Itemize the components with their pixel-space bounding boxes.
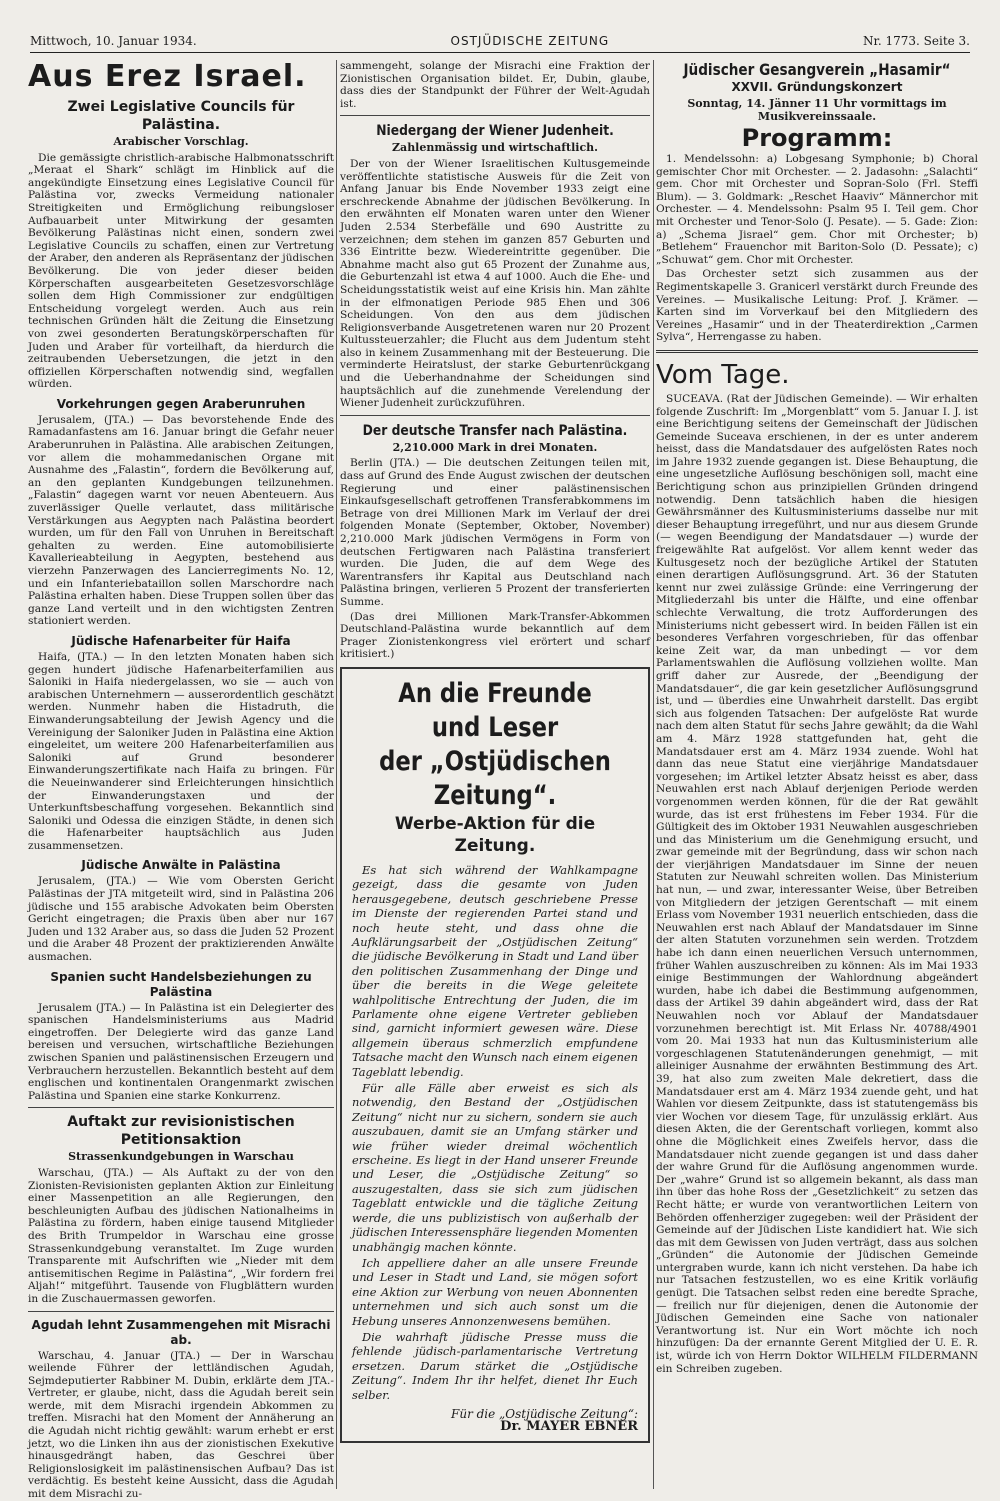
column-2 <box>340 60 650 1489</box>
article-headline: Der deutsche Transfer nach Palästina. <box>362 422 628 439</box>
column-3 <box>656 60 978 1489</box>
appeal-signature-line: Für die „Ostjüdische Zeitung“: <box>451 1406 638 1421</box>
appeal-paragraph: Für alle Fälle aber erweist es sich als notwendig, den Bestand der „Ostjüdischen Zeitung“ nicht nur zu sichern, sondern sie auch auszubauen, damit sie an Umfang stärker und wie früher wieder dreimal wöchentlich erscheine. Es liegt in der Hand unserer Freunde und Leser, die „Ostjüdische Zeitung“ so auszugestalten, dass sie sich zum jüdischen Tageblatt entwickle und die tägliche Zeitung werde, die uns publizistisch von außerhalb der jüdischen Interessensphäre liegenden Momenten unabhängig machen könnte. <box>352 1081 638 1254</box>
appeal-paragraph: Die wahrhaft jüdische Presse muss die fehlende jüdisch-parlamentarische Vertretung ersetzen. Darum stärket die „Ostjüdische Zeitung“. Indem Ihr ihr helfet, dienet Ihr Euch selber. <box>352 1329 638 1402</box>
article-body: Jerusalem (JTA.) — In Palästina ist ein Delegierter des spanischen Handelsministeriums aus Madrid eingetroffen. Der Delegierte wird das ganze Land bereisen und versuchen, wirtschaftliche Beziehungen zwischen Spanien und palästinensischen Erzeugern und Verbrauchern herzustellen. Bekanntlich besteht auf dem englischen und kontinentalen Orangenmarkt zwischen Palästina und Spanien eine starke Konkurrenz. <box>28 1001 334 1102</box>
concert-program-title: Programm: <box>741 124 893 152</box>
article-body: Jerusalem, (JTA.) — Wie vom Obersten Gericht Palästinas der JTA mitgeteilt wird, sind in Palästina 206 jüdische und 155 arabische Advokaten beim Obersten Gericht eingetragen; die Praxis üben aber nur 167 Juden und 132 Araber aus, so dass die Juden 52 Prozent und die Araber 48 Prozent der praktizierenden Anwälte ausmachen. <box>28 875 334 964</box>
article-note: (Das drei Millionen Mark-Transfer-Abkommen Deutschland-Palästina wurde bekanntlich auf dem Prager Zionistenkongress viel erörtert und scharf kritisiert.) <box>340 610 650 661</box>
article-body: SUCEAVA. (Rat der Jüdischen Gemeinde). — Wir erhalten folgende Zuschrift: Im „Morgenblatt“ vom 5. Januar I. J. ist eine Berichtigung seitens der Gemeinschaft der Jüdischen Gemeinde Suceava erschienen, in der es unter anderem heisst, dass die Mandatsdauer des aufgelösten Rates noch im Jahre 1932 zuende gegangen ist. Diese Behauptung, die eine ungesetzliche Auflösung beschönigen soll, macht eine Berichtigung schon aus prinzipiellen Gründen dringend notwendig. Denn tatsächlich haben die hiesigen Gewährsmänner des Kultusministeriums dasselbe nur mit dieser Behauptung irregeführt, und nur aus diesem Grunde (— wegen Beendigung der Mandatsdauer —) wurde der freigewählte Rat aufgelöst. Vor allem kennt weder das Kultusgesetz noch der bezügliche Artikel der Statuten einen derartigen Auflösungsgrund. Art. 36 der Statuten kennt nur zwei zulässige Gründe: eine Verringerung der Mitgliederzahl bis unter die Hälfte, und eine offenbar schlechte Verwaltung, die trotz Aufforderungen des Ministeriums nicht gebessert wird. In beiden Fällen ist ein besonderes Verfahren vorgeschrieben, für das offenbar keine Zeit war, da man unbedingt — vor dem Parlamentswahlen die Auflösung vollziehen wollte. Man griff daher zur Ausrede, der „Beendigung der Mandatsdauer“, die gar kein gesetzlicher Auflösungsgrund ist, und — überdies eine Unwahrheit darstellt. Das ergibt sich aus folgenden Tatsachen: Der aufgelöste Rat wurde nach dem alten Statut für sechs Jahre gewählt; da die Wahl am 4. März 1928 stattgefunden hat, geht die Mandatsdauer erst am 4. März 1934 zuende. Wohl hat dann das neue Statut eine vierjährige Mandatsdauer vorgesehen; im Artikel letzter Absatz heisst es aber, dass Neuwahlen erst nach Ablauf derjenigen Periode werden vorgenommen werden können, für die der Rat gewählt wurde, das ist erst frühestens im Feber 1934. Für die Gültigkeit des im Oktober 1931 Neuwahlen ausgeschrieben und das Ministerium um die Genehmigung ersucht, und zwar gemeinde mit der Begründung, dass wir schon nach der vierjährigen Mandatsdauer im Sinne der neuen Statuten zur Neuwahl schreiten wollen. Das Ministerium hat nun, — und zwar, interessanter Weise, über Betreiben von Mitgliedern der jetzigen Gerentschaft — mit einem Erlass vom November 1931 neuerlich entschieden, dass die Neuwahlen erst nach Ablauf der Mandatsdauer im Sinne der alten Statuten vorzunehmen sein werden. Trotzdem habe ich dann einen neuerlichen Versuch unternommen, früher Wahlen auszuschreiben zu können: Als im Mai 1933 einige Bestimmungen der Wahlordnung abgeändert wurden, habe ich dabei die Bestimmung aufgenommen, dass der Artikel 39 dahin abgeändert wird, dass der Rat Neuwahlen noch vor Ablauf der Mandatsdauer vorzunehmen berechtigt ist. Mit Erlass Nr. 40788/4901 vom 20. Mai 1933 hat nun das Kultusministerium alle vorgeschlagenen Statutenänderungen genehmigt, — mit alleiniger Ausnahme der erwähnten Bestimmung des Art. 39, hat also zum zweiten Male dekretiert, dass die Mandatsdauer erst am 4. März 1934 zuende geht, und hat Wahlen vor diesem Zeitpunkte, dass ist statutengemäss bis vier Wochen vor diesem Tage, für unzulässig erklärt. Aus diesen Akten, die der Gerentschaft vorliegen, kommt also ohne die Möglichkeit eines Zweifels hervor, dass die Mandatsdauer nicht zuende gegangen ist und dass daher der wahre Grund für die Auflösung angenommen wurde. Der „wahre“ Grund ist so allgemein bekannt, als dass man ihn über das hohe Ross der „Gesetzlichkeit“ zu setzen das Recht hätte; er wurde von verantwortlichen Leitern von Behörden offenherziger zugegeben: weil der Präsident der Gemeinde auf der Jüdischen Liste kandidiert hat. Wie sich das mit dem Gewissen von Juden verträgt, dass aus solchen „Gründen“ die Autonomie der Jüdischen Gemeinde untergraben wurde, kann ich nicht verstehen. Da habe ich nur Tatsachen festzustellen, wo es eine Kritik vorläufig genügt. Die Tatsachen selbst reden eine beredte Sprache, — freilich nur für diejenigen, denen die Autonomie der Jüdischen Gemeinden eine Sache von nationaler Verantwortung ist. Nur ein Wort möchte ich noch hinzufügen: Da der ernannte Gerent Mitglied der U. E. R. ist, würde ich von Herrn Doktor WILHELM FILDERMANN ein Schreiben zugeben. <box>656 392 979 1375</box>
subscription-appeal-box <box>340 667 650 1443</box>
appeal-subheadline: Werbe-Aktion für die Zeitung. <box>394 813 596 856</box>
article-deck: Zahlenmässig und wirtschaftlich. <box>392 141 598 155</box>
masthead-date: Mittwoch, 10. Januar 1934. <box>30 34 197 48</box>
concert-headline: Jüdischer Gesangverein „Hasamir“ <box>683 60 951 79</box>
article-headline: Zwei Legislative Councils für Palästina. <box>67 99 295 133</box>
article-body: Die gemässigte christlich-arabische Halbmonatsschrift „Meraat el Shark“ schlägt im Hinblick auf die angekündigte Einsetzung eines Legislative Council für Palästina vor, zwecks Vermeidung nationaler Streitigkeiten und Ermöglichung reibungsloser Aufbauarbeit unter Mitwirkung der gesamten Bevölkerung Palästinas nicht einen, sondern zwei Legislative Councils zu schaffen, einen zur Vertretung der Araber, den anderen als Repräsentanz der jüdischen Bevölkerung. Die von jeder dieser beiden Körperschaften ausgearbeiteten Gesetzesvorschläge sollen dem High Commissioner zur endgültigen Entscheidung vorgelegt werden. Auch aus rein technischen Gründen hält die Zeitung die Einsetzung von zwei gesonderten Beratungskörperschaften für Juden und Araber für vorteilhaft, da hierdurch die zeitraubenden Uebersetzungen, die jetzt in den offiziellen Körperschaften notwendig sind, wegfallen würden. <box>28 151 334 391</box>
concert-subheadline: XXVII. Gründungskonzert <box>731 80 903 94</box>
article-deck: Strassenkundgebungen in Warschau <box>68 1150 294 1164</box>
concert-info: Das Orchester setzt sich zusammen aus der Regimentskapelle 3. Granicerl verstärkt durch Freunde des Vereines. — Musikalische Leitung: Prof. J. Krämer. — Karten sind im Vorverkauf bei den Mitgliedern des Vereines „Hasamir“ und in der Theaterdirektion „Carmen Sylva“, Herrengasse zu haben. <box>656 268 978 344</box>
divider <box>340 115 650 116</box>
column-1 <box>28 59 334 1501</box>
divider <box>656 350 978 353</box>
article-body: Jerusalem, (JTA.) — Das bevorstehende Ende des Ramadanfastens am 16. Januar bringt die Gefahr neuer Araberunruhen in Palästina. Alle arabischen Zeitungen, vor allem die mohammedanischen Organe mit Ausnahme des „Falastin“, fordern die Bevölkerung auf, an den geplanten Kundgebungen teilzunehmen. „Falastin“ dagegen warnt vor neuen Abenteuern. Aus zuverlässiger Quelle verlautet, dass militärische Verstärkungen aus Aegypten nach Palästina beordert wurden, um für den Fall von Unruhen in Bereitschaft gehalten zu werden. Eine automobilisierte Kavallerieabteilung in Aegypten, bestehend aus vierzehn Panzerwagen des Lancierregiments No. 12, und ein Infanteriebataillon sollen Marschordre nach Palästina erhalten haben. Diese Truppen sollen über das ganze Land verteilt und in den wichtigsten Zentren stationiert werden. <box>28 413 334 628</box>
appeal-paragraph: Es hat sich während der Wahlkampagne gezeigt, dass die gesamte von Juden herausgegebene, deutsch geschriebene Presse im Dienste der regierenden Partei stand und noch heute steht, und dass ohne die Aufklärungsarbeit der „Ostjüdischen Zeitung“ die jüdische Bevölkerung in Stadt und Land über den politischen Zusammenhang der Dinge und über die bereits in die Wege geleitete wahlpolitische Entrechtung der Juden, die im Parlamente ohne eigene Vertreter geblieben sind, garnicht informiert gewesen wäre. Diese allgemein überaus schmerzlich empfundene Tatsache macht den Wunsch nach einem eigenen Tageblatt lebendig. <box>352 862 638 1079</box>
article-body: Der von der Wiener Israelitischen Kultusgemeinde veröffentlichte statistische Ausweis für die Zeit von Anfang Januar bis Ende November 1933 zeigt eine erschreckende Abnahme der jüdischen Bevölkerung. In den erwähnten elf Monaten waren unter den Wiener Juden 2.534 Sterbefälle und 690 Austritte zu verzeichnen; dem stehen im ganzen 857 Geburten und 336 Eintritte bezw. Wiedereintritte gegenüber. Die Abnahme macht also gut 65 Prozent der Zunahme aus, die Geburtenzahl ist etwa 4 auf 1000. Auch die Ehe- und Scheidungsstatistik weist auf eine Krisis hin. Man zählte in der elfmonatigen Periode 985 Ehen und 306 Scheidungen. Von den aus dem jüdischen Religionsverbande Ausgetretenen waren nur 20 Prozent Kultussteuerzahler; die Flucht aus dem Judentum steht also in keinem Zusammenhang mit der Besteuerung. Die verminderte Heiratslust, der starke Geburtenrückgang und die Ueberhandnahme der Scheidungen sind hauptsächlich auf die zunehmende Verelendung der Wiener Judenheit zurückzuführen. <box>340 157 650 410</box>
article-deck: 2,210.000 Mark in drei Monaten. <box>392 440 598 454</box>
section-title: Vom Tage. <box>656 359 790 390</box>
article-body: Haifa, (JTA.) — In den letzten Monaten haben sich gegen hundert jüdische Hafenarbeiterfamilien aus Saloniki in Haifa niedergelassen, wo sie — auch von arabischen Unternehmern — ausserordentlich geschätzt werden. Nunmehr haben die Histadruth, die Einwanderungsabteilung der Jewish Agency und die Vereinigung der Saloniker Juden in Palästina eine Aktion eingeleitet, um weitere 200 Hafenarbeiterfamilien aus Saloniki auf Grund besonderer Einwanderungszertifikate nach Haifa zu bringen. Für die Neueinwanderer sind Erleichterungen hinsichtlich der Einwanderungstaxen und der Unterkunftsbeschaffung vorgesehen. Bekanntlich sind Saloniki und Odessa die einzigen Städte, in denen sich die Hafenarbeiter hauptsächlich aus Juden zusammensetzen. <box>28 650 334 852</box>
divider <box>28 1311 334 1312</box>
article-deck: Arabischer Vorschlag. <box>113 135 249 148</box>
article-continuation: sammengeht, solange der Misrachi eine Fraktion der Zionistischen Organisation bildet. Er, Dubin, glaube, dass dies der Standpunkt der Führer der Welt-Agudah ist. <box>340 60 650 110</box>
article-body: Berlin (JTA.) — Die deutschen Zeitungen teilen mit, dass auf Grund des Ende August zwischen der deutschen Regierung und einer palästinensischen Einkaufsgesellschaft getroffenen Transferabkommens im Betrage von drei Millionen Mark im Verlauf der drei folgenden Monate (September, Oktober, November) 2,210.000 Mark jüdischen Vermögens in Form von deutschen Fertigwaren nach Palästina transferiert wurden. Die Juden, die auf dem Wege des Warentransfers ihr Kapital aus Deutschland nach Palästina bringen, verlieren 5 Prozent der transferierten Summe. <box>340 457 650 608</box>
article-headline: Auftakt zur revisionistischen Petitionsaktion <box>67 1114 295 1149</box>
concert-program: 1. Mendelssohn: a) Lobgesang Symphonie; b) Choral gemischter Chor mit Orchester. — 2. Jadasohn: „Salachti“ gem. Chor mit Orchester und Sopran-Solo (Frl. Steffi Blum). — 3. Goldmark: „Reschet Haaviv“ Männerchor mit Orchester. — 4. Mendelssohn: Psalm 95 I. Teil gem. Chor mit Orchester und Tenor-Solo (J. Pesate). — 5. Gade: Zion: a) „Schema Jisrael“ gem. Chor mit Orchester; b) „Betlehem“ Frauenchor mit Bariton-Solo (D. Pessate); c) „Schuwat“ gem. Chor mit Orchester. <box>656 153 978 266</box>
divider <box>28 1107 334 1108</box>
column-rule-1 <box>336 60 337 1489</box>
masthead-paper: OSTJÜDISCHE ZEITUNG <box>450 34 610 48</box>
article-body: Warschau, 4. Januar (JTA.) — Der in Warschau weilende Führer der lettländischen Agudah, Sejmdeputierter Rabbiner M. Dubin, erklärte dem JTA.-Vertreter, er glaube, nicht, dass die Agudah bereit sein werde, mit dem Misrachi irgendein Abkommen zu treffen. Misrachi hat den Moment der Annäherung an die Agudah nicht richtig gewählt: warum erhebt er erst jetzt, wo die Linken ihn aus der zionistischen Exekutive hinausgedrängt haben, das Geschrei über Religionslosigkeit im palästinensischen Aufbau? Das ist verdächtig. Es besteht keine Aussicht, dass die Agudah mit dem Misrachi zu- <box>28 1349 334 1501</box>
divider <box>340 415 650 416</box>
column-rule-2 <box>653 60 654 1489</box>
appeal-paragraph: Ich appelliere daher an alle unsere Freunde und Leser in Stadt und Land, sie mögen sofort eine Aktion zur Werbung von neuen Abonnenten unternehmen und sich auch sonst um die Hebung unseres Annonzenwesens bemühen. <box>352 1255 638 1328</box>
section-title: Aus Erez Israel. <box>28 59 307 94</box>
article-headline: Niedergang der Wiener Judenheit. <box>376 123 614 140</box>
concert-date: Sonntag, 14. Jänner 11 Uhr vormittags im Musikvereinssaale. <box>687 97 947 123</box>
masthead <box>30 30 970 53</box>
article-body: Warschau, (JTA.) — Als Auftakt zu der von den Zionisten-Revisionisten geplanten Aktion zur Einleitung einer Massenpetition an alle Regierungen, den beschleunigten Aufbau des jüdischen Nationalheims in Palästina zu fördern, haben einige tausend Mitglieder des Brith Trumpeldor in Warschau eine grosse Strassenkundgebung veranstaltet. Im Zuge wurden Transparente mit Aufschriften wie „Nieder mit dem antisemitischen Regime in Palästina“, „Wir fordern frei Aljah!“ mitgeführt. Tausende von Flugblättern wurden in die Zuschauermassen geworfen. <box>28 1166 334 1305</box>
article-headline: Spanien sucht Handelsbeziehungen zu Palästina <box>50 969 312 999</box>
article-headline: Jüdische Hafenarbeiter für Haifa <box>71 633 291 648</box>
article-headline: Agudah lehnt Zusammengehen mit Misrachi ab. <box>31 1317 331 1347</box>
appeal-headline-1: An die Freunde und Leser <box>398 677 592 743</box>
masthead-issue: Nr. 1773. Seite 3. <box>862 34 970 48</box>
article-headline: Jüdische Anwälte in Palästina <box>81 858 281 873</box>
appeal-headline-2: der „Ostjüdischen Zeitung“. <box>379 745 611 811</box>
article-headline: Vorkehrungen gegen Araberunruhen <box>56 396 306 411</box>
appeal-signature-name: Dr. MAYER EBNER <box>500 1418 638 1434</box>
